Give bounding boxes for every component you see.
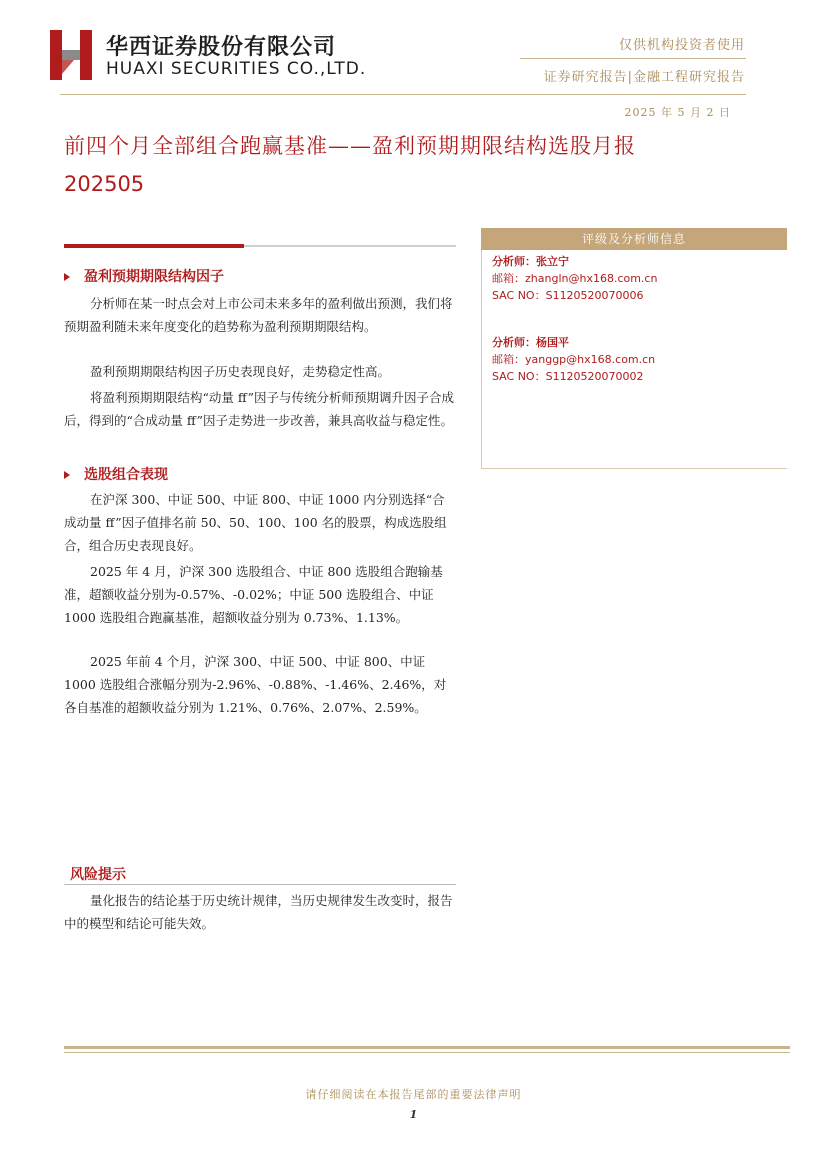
section-rule xyxy=(244,245,456,247)
analyst-info-header: 评级及分析师信息 xyxy=(481,228,787,250)
header-divider xyxy=(520,58,746,59)
sidebar-border xyxy=(481,250,482,468)
company-name-cn: 华西证券股份有限公司 xyxy=(106,35,337,60)
report-date: 2025 年 5 月 2 日 xyxy=(624,106,731,119)
company-logo-icon xyxy=(50,30,96,80)
company-name-en: HUAXI SECURITIES CO.,LTD. xyxy=(106,59,367,79)
paragraph: 将盈利预期期限结构“动量 ff”因子与传统分析师预期调升因子合成后，得到的“合成动量 ff”因子走势进一步改善，兼具高收益与稳定性。 xyxy=(64,390,455,428)
paragraph: 盈利预期期限结构因子历史表现良好，走势稳定性高。 xyxy=(90,364,391,379)
analyst-name: 分析师：张立宁 xyxy=(492,255,569,268)
section-accent-bar xyxy=(64,244,244,248)
risk-heading: 风险提示 xyxy=(70,867,126,883)
audience-note: 仅供机构投资者使用 xyxy=(618,38,745,53)
triangle-bullet-icon xyxy=(64,273,70,281)
analyst-sac: SAC NO：S1120520070006 xyxy=(492,289,644,302)
page-number: 1 xyxy=(409,1108,418,1121)
section-heading-factor xyxy=(64,266,224,286)
analyst-email[interactable]: 邮箱：yanggp@hx168.com.cn xyxy=(492,353,656,366)
sidebar-border-bottom xyxy=(481,468,787,469)
risk-rule xyxy=(64,884,456,885)
footer-rule-thin xyxy=(64,1052,790,1053)
section-heading-text: 选股组合表现 xyxy=(84,467,168,483)
analyst-email[interactable]: 邮箱：zhangln@hx168.com.cn xyxy=(492,272,658,285)
paragraph: 在沪深 300、中证 500、中证 800、中证 1000 内分别选择“合成动量 ff”因子值排名前 50、50、100、100 名的股票，构成选股组合，组合历史表现良好。 xyxy=(64,492,447,553)
section-heading-text: 盈利预期期限结构因子 xyxy=(84,269,224,285)
report-title-issue: 202505 xyxy=(64,172,145,196)
legal-notice: 请仔细阅读在本报告尾部的重要法律声明 xyxy=(305,1088,522,1101)
header-rule xyxy=(60,94,746,95)
report-category: 证券研究报告|金融工程研究报告 xyxy=(543,70,745,85)
report-title: 前四个月全部组合跑赢基准——盈利预期期限结构选股月报 xyxy=(64,134,636,158)
paragraph: 2025 年前 4 个月，沪深 300、中证 500、中证 800、中证 1000 选股组合涨幅分别为-2.96%、-0.88%、-1.46%、2.46%，对各自基准的超额收益分别为 1.21%、0.76%、2.07%、2.59%。 xyxy=(64,654,447,715)
paragraph: 分析师在某一时点会对上市公司未来多年的盈利做出预测，我们将预期盈利随未来年度变化的趋势称为盈利预期期限结构。 xyxy=(64,296,453,334)
triangle-bullet-icon xyxy=(64,471,70,479)
analyst-sac: SAC NO：S1120520070002 xyxy=(492,370,644,383)
risk-text: 量化报告的结论基于历史统计规律，当历史规律发生改变时，报告中的模型和结论可能失效。 xyxy=(64,893,453,931)
analyst-name: 分析师：杨国平 xyxy=(492,336,569,349)
footer-rule xyxy=(64,1046,790,1049)
section-heading-portfolio xyxy=(64,464,168,484)
paragraph: 2025 年 4 月，沪深 300 选股组合、中证 800 选股组合跑输基准，超额收益分别为-0.57%、-0.02%；中证 500 选股组合、中证 1000 选股组合跑赢基准，超额收益分别为 0.73%、1.13%。 xyxy=(64,564,443,625)
